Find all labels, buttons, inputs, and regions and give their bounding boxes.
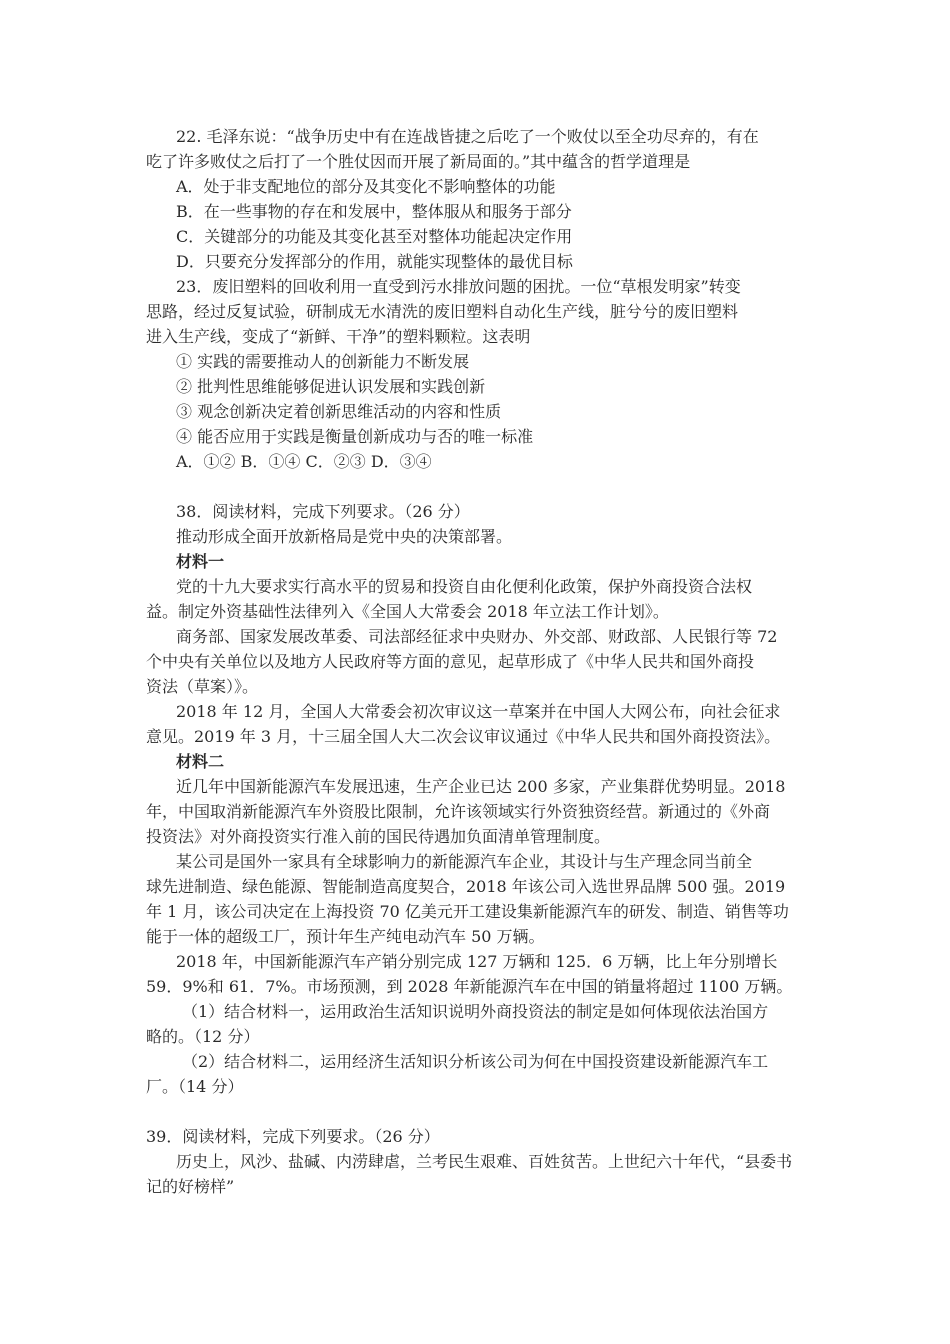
q38-requirement-2-line1: （2）结合材料二，运用经济生活知识分析该公司为何在中国投资建设新能源汽车工 [182,1052,769,1071]
q23-item-4: ④ 能否应用于实践是衡量创新成功与否的唯一标准 [176,427,534,446]
q38-m1-para2-line3: 资法（草案）》。 [146,677,259,696]
q23-answer-options: A．①② B．①④ C．②③ D．③④ [176,452,432,471]
q38-intro: 推动形成全面开放新格局是党中央的决策部署。 [176,527,513,546]
q39-para1-line1: 历史上，风沙、盐碱、内涝肆虐，兰考民生艰难、百姓贫苦。上世纪六十年代，“县委书 [176,1152,793,1171]
q38-m1-para1-line2: 益。制定外资基础性法律列入《全国人大常委会 2018 年立法工作计划》。 [146,602,669,621]
q38-requirement-1-line2: 略的。（12 分） [146,1027,260,1046]
q38-m2-para1-line3: 投资法》对外商投资实行准入前的国民待遇加负面清单管理制度。 [146,827,611,846]
q38-m2-para2-line3: 年 1 月，该公司决定在上海投资 70 亿美元开工建设集新能源汽车的研发、制造、销售等功 [146,902,789,921]
q22-option-c: C．关键部分的功能及其变化甚至对整体功能起决定作用 [176,227,573,246]
q23-stem-line-2: 思路，经过反复试验，研制成无水清洗的废旧塑料自动化生产线，脏兮兮的废旧塑料 [146,302,739,321]
q38-m2-para2-line4: 能于一体的超级工厂，预计年生产纯电动汽车 50 万辆。 [146,927,545,946]
q38-m2-para1-line1: 近几年中国新能源汽车发展迅速，生产企业已达 200 多家，产业集群优势明显。2018 [176,777,786,796]
q38-material-2-label: 材料二 [176,752,225,771]
q38-requirement-1-line1: （1）结合材料一，运用政治生活知识说明外商投资法的制定是如何体现依法治国方 [182,1002,769,1021]
q22-option-d: D．只要充分发挥部分的作用，就能实现整体的最优目标 [176,252,573,271]
q22-stem-line-2: 吃了许多败仗之后打了一个胜仗因而开展了新局面的。”其中蕴含的哲学道理是 [146,152,691,171]
q23-item-2: ② 批判性思维能够促进认识发展和实践创新 [176,377,486,396]
q38-title: 38．阅读材料，完成下列要求。（26 分） [176,502,470,521]
q38-material-1-label: 材料一 [176,552,225,571]
q38-m1-para2-line2: 个中央有关单位以及地方人民政府等方面的意见，起草形成了《中华人民共和国外商投 [146,652,755,671]
q22-option-b: B．在一些事物的存在和发展中，整体服从和服务于部分 [176,202,572,221]
q38-m1-para3-line1: 2018 年 12 月，全国人大常委会初次审议这一草案并在中国人大网公布，向社会征求 [176,702,781,721]
q23-item-3: ③ 观念创新决定着创新思维活动的内容和性质 [176,402,502,421]
q39-title: 39．阅读材料，完成下列要求。（26 分） [146,1127,440,1146]
q22-stem-line-1: 22. 毛泽东说：“战争历史中有在连战皆捷之后吃了一个败仗以至全功尽弃的，有在 [176,127,759,146]
q38-m1-para2-line1: 商务部、国家发展改革委、司法部经征求中央财办、外交部、财政部、人民银行等 72 [176,627,778,646]
q23-item-1: ① 实践的需要推动人的创新能力不断发展 [176,352,470,371]
q38-m1-para3-line2: 意见。2019 年 3 月，十三届全国人大二次会议审议通过《中华人民共和国外商投资法》。 [146,727,781,746]
q23-stem-line-1: 23．废旧塑料的回收利用一直受到污水排放问题的困扰。一位“草根发明家”转变 [176,277,741,296]
q23-stem-line-3: 进入生产线，变成了“新鲜、干净”的塑料颗粒。这表明 [146,327,531,346]
q38-m2-para3-line1: 2018 年，中国新能源汽车产销分别完成 127 万辆和 125．6 万辆，比上年分别增长 [176,952,778,971]
q38-m2-para1-line2: 年，中国取消新能源汽车外资股比限制，允许该领域实行外资独资经营。新通过的《外商 [146,802,771,821]
q39-para1-line2: 记的好榜样” [146,1177,235,1196]
q22-option-a: A．处于非支配地位的部分及其变化不影响整体的功能 [176,177,556,196]
q38-m2-para2-line2: 球先进制造、绿色能源、智能制造高度契合，2018 年该公司入选世界品牌 500 强。2019 [146,877,786,896]
q38-m2-para2-line1: 某公司是国外一家具有全球影响力的新能源汽车企业，其设计与生产理念同当前全 [176,852,753,871]
q38-m1-para1-line1: 党的十九大要求实行高水平的贸易和投资自由化便利化政策，保护外商投资合法权 [176,577,753,596]
q38-requirement-2-line2: 厂。（14 分） [146,1077,244,1096]
q38-m2-para3-line2: 59．9%和 61．7%。市场预测，到 2028 年新能源汽车在中国的销量将超过 1100 万辆。 [146,977,793,996]
